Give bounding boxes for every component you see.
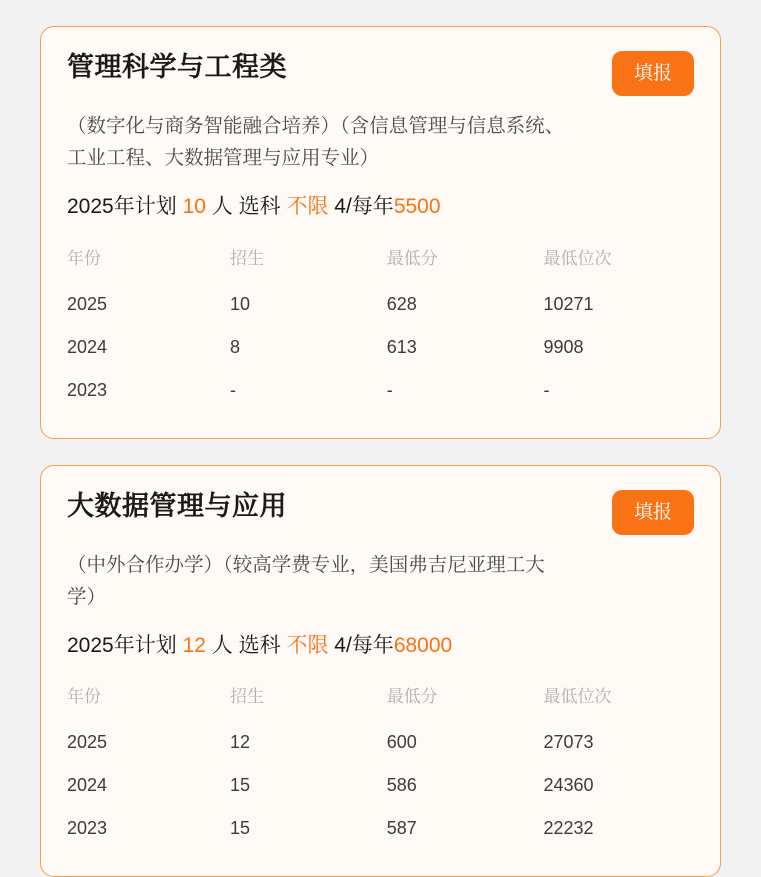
cell-min-rank: 27073 [543, 732, 594, 753]
plan-line [67, 631, 694, 660]
major-card[interactable] [40, 465, 721, 877]
plan-count: 10 [182, 195, 206, 219]
table-row [67, 764, 694, 807]
cell-enroll: - [230, 379, 237, 400]
plan-unit: 人 [211, 195, 233, 219]
major-subtitle: （中外合作办学）（较高学费专业，美国弗吉尼亚理工大学） [67, 553, 545, 608]
apply-button[interactable]: 填报 [612, 51, 694, 96]
subject-label: 选科 [238, 634, 281, 658]
table-row [67, 721, 694, 764]
plan-line [67, 192, 694, 221]
plan-prefix: 2025年计划 [67, 634, 177, 658]
card-header [67, 488, 694, 535]
cell-enroll: 12 [230, 732, 251, 753]
cell-year: 2023 [67, 818, 108, 839]
cell-year: 2025 [67, 732, 108, 753]
table-row [67, 283, 694, 326]
cell-min-rank: - [543, 379, 550, 400]
table-row [67, 326, 694, 369]
column-header-enroll: 招生 [230, 248, 265, 268]
column-header-year: 年份 [67, 248, 101, 268]
table-row [67, 807, 694, 850]
plan-unit: 人 [211, 634, 233, 658]
card-header [67, 49, 694, 96]
subject-label: 选科 [238, 195, 281, 219]
cell-min-rank: 9908 [543, 336, 584, 357]
cell-min-rank: 10271 [543, 293, 594, 314]
cell-year: 2024 [67, 775, 108, 796]
plan-fee: 68000 [393, 634, 453, 658]
subject-value: 不限 [286, 634, 329, 658]
cell-enroll: 15 [230, 775, 251, 796]
major-title: 大数据管理与应用 [67, 490, 287, 521]
apply-button[interactable]: 填报 [612, 490, 694, 535]
column-header-year: 年份 [67, 687, 101, 707]
major-title: 管理科学与工程类 [67, 52, 287, 82]
plan-fee: 5500 [393, 195, 441, 219]
cell-enroll: 10 [230, 293, 251, 314]
column-header-min-rank: 最低位次 [543, 248, 612, 268]
cell-enroll: 15 [230, 818, 251, 839]
major-card[interactable] [40, 26, 721, 439]
table-row [67, 369, 694, 412]
cell-min-rank: 22232 [543, 818, 594, 839]
plan-duration: 4/每年 [334, 634, 394, 658]
score-table [67, 244, 694, 412]
cell-enroll: 8 [230, 336, 241, 357]
major-subtitle: （数字化与商务智能融合培养）（含信息管理与信息系统、工业工程、大数据管理与应用专业） [67, 115, 565, 170]
table-header-row [67, 682, 694, 721]
column-header-min-score: 最低分 [386, 248, 438, 268]
plan-prefix: 2025年计划 [67, 195, 177, 219]
cell-min-score: 586 [386, 775, 417, 796]
cell-year: 2025 [67, 293, 108, 314]
subject-value: 不限 [286, 195, 329, 219]
plan-duration: 4/每年 [334, 195, 394, 219]
cell-year: 2023 [67, 379, 108, 400]
cell-min-score: 600 [386, 732, 417, 753]
column-header-min-score: 最低分 [386, 687, 438, 707]
cell-min-score: 587 [386, 818, 417, 839]
column-header-enroll: 招生 [230, 687, 265, 707]
table-header-row [67, 244, 694, 283]
score-table [67, 682, 694, 850]
column-header-min-rank: 最低位次 [543, 687, 612, 707]
cell-min-score: 628 [386, 293, 417, 314]
cell-min-score: - [386, 379, 393, 400]
cell-min-rank: 24360 [543, 775, 594, 796]
cell-year: 2024 [67, 336, 108, 357]
cell-min-score: 613 [386, 336, 417, 357]
plan-count: 12 [182, 634, 206, 658]
